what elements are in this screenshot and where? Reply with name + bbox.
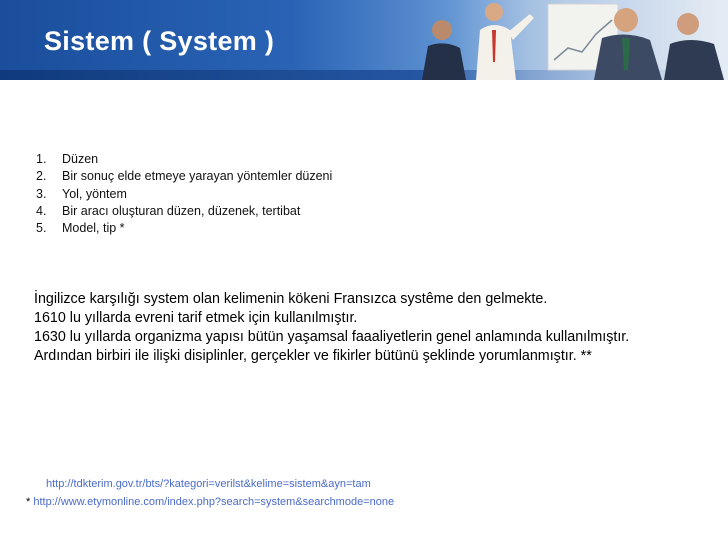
slide-header <box>0 0 728 80</box>
list-text: Yol, yöntem <box>62 186 127 201</box>
list-item <box>36 220 332 237</box>
list-item <box>36 151 332 168</box>
list-number: 4. <box>36 203 47 218</box>
reference-line <box>26 494 394 512</box>
reference-line <box>36 476 394 494</box>
list-item <box>36 168 332 185</box>
definitions-list <box>36 151 332 237</box>
paragraph-line: Ardından birbiri ile ilişki disiplinler, gerçekler ve fikirler bütünü şeklinde yorumlanmıştır. ** <box>34 348 592 364</box>
etymology-paragraph <box>34 290 724 366</box>
list-text: Bir sonuç elde etmeye yarayan yöntemler düzeni <box>62 169 333 184</box>
list-number: 5. <box>36 221 47 236</box>
paragraph-line: İngilizce karşılığı system olan kelimenin kökeni Fransızca systême den gelmekte. <box>34 291 548 307</box>
list-number: 2. <box>36 169 47 184</box>
list-text: Model, tip * <box>62 221 125 236</box>
reference-link-tdk[interactable]: http://tdkterim.gov.tr/bts/?kategori=verilst&kelime=sistem&ayn=tam <box>46 478 371 490</box>
list-number: 3. <box>36 186 47 201</box>
slide-title: Sistem ( System ) <box>44 26 275 56</box>
paragraph-line: 1610 lu yıllarda evreni tarif etmek için kullanılmıştır. <box>34 310 358 326</box>
reference-marker: * <box>26 495 31 508</box>
list-item <box>36 186 332 203</box>
list-number: 1. <box>36 152 47 166</box>
paragraph-line: 1630 lu yıllarda organizma yapısı bütün yaşamsal faaaliyetlerin genel anlamında kullanılmıştır. <box>34 329 630 345</box>
references <box>26 476 395 511</box>
reference-link-etymonline[interactable]: http://www.etymonline.com/index.php?search=system&searchmode=none <box>33 495 395 508</box>
list-item <box>36 203 332 220</box>
list-text: Düzen <box>62 152 99 166</box>
list-text: Bir aracı oluşturan düzen, düzenek, tertibat <box>62 203 301 218</box>
business-meeting-photo <box>418 0 728 80</box>
